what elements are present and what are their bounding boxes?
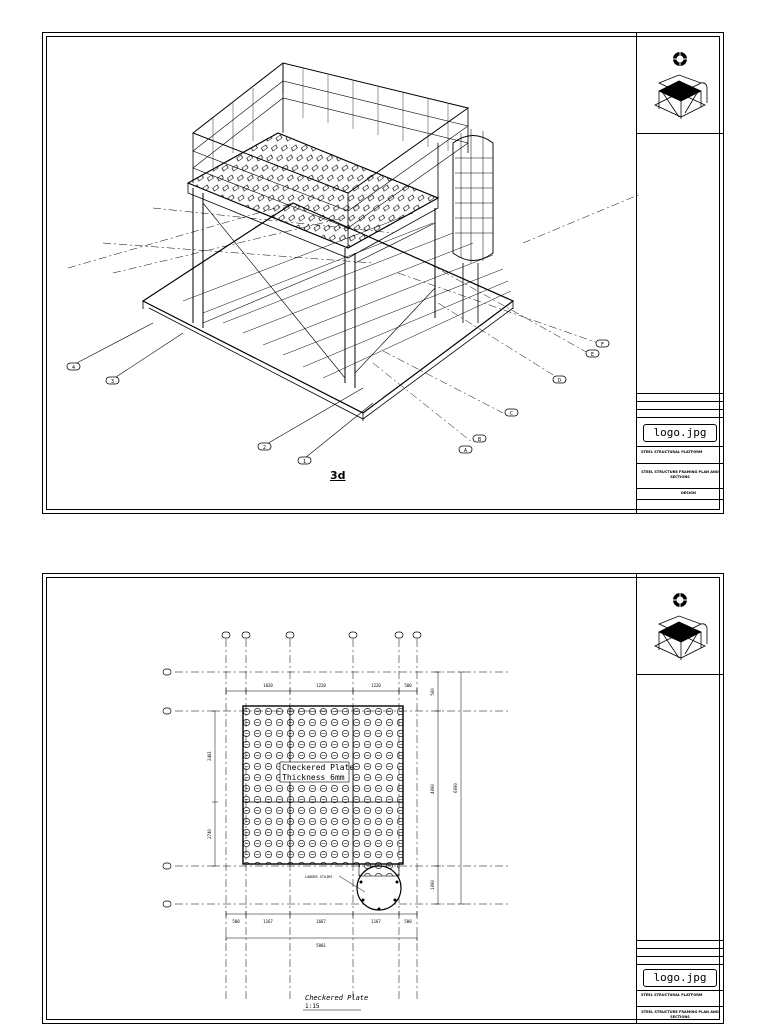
ladder-stairs-label: LADDER STAIRS bbox=[305, 875, 333, 879]
drawing-title: STEEL STRUCTURE FRAMING PLAN AND SECTIONS bbox=[641, 470, 719, 479]
dim-bottom-1: 500 bbox=[232, 919, 240, 924]
dim-bottom-5: 500 bbox=[404, 919, 412, 924]
dim-bottom-3: 1667 bbox=[316, 919, 326, 924]
general-notes bbox=[641, 139, 719, 389]
dim-top-2: 1220 bbox=[316, 683, 326, 688]
drawing-title: STEEL STRUCTURE FRAMING PLAN AND SECTIONS bbox=[641, 1010, 719, 1019]
company-seal-icon bbox=[670, 590, 690, 610]
dim-top-3: 1220 bbox=[371, 683, 381, 688]
title-block bbox=[636, 33, 723, 513]
plate-label: Checkered Plate bbox=[282, 763, 355, 772]
grid-tag-f: F bbox=[600, 342, 605, 348]
dim-total: 5001 bbox=[316, 943, 326, 948]
dim-right-1: 500 bbox=[430, 688, 435, 696]
title-block bbox=[636, 574, 723, 1023]
dim-right-4: 1000 bbox=[430, 880, 435, 890]
general-notes bbox=[641, 680, 719, 930]
drawing-sheet-3d bbox=[42, 32, 724, 514]
grid-tag-2: 2 bbox=[262, 445, 267, 451]
dim-left-1: 2401 bbox=[207, 751, 212, 761]
view-title-3d: 3d bbox=[330, 469, 346, 482]
company-seal-icon bbox=[670, 49, 690, 69]
dim-right-2: 4000 bbox=[430, 784, 435, 794]
grid-tag-d: D bbox=[557, 378, 562, 384]
project-title: STEEL STRUCTURAL PLATFORM bbox=[641, 450, 703, 454]
dim-top-1: 1020 bbox=[263, 683, 273, 688]
plate-thickness-label: Thickness 6mm bbox=[282, 773, 345, 782]
view-scale: 1:15 bbox=[305, 1003, 320, 1010]
view-title-plan: Checkered Plate bbox=[305, 994, 369, 1002]
revision-table bbox=[637, 393, 723, 394]
grid-tag-1: 1 bbox=[302, 459, 307, 465]
company-logo: logo.jpg bbox=[643, 969, 717, 987]
sheet-label: DESIGN bbox=[681, 491, 696, 495]
isometric-drawing bbox=[43, 33, 639, 515]
grid-tag-4: 4 bbox=[71, 365, 76, 371]
dim-bottom-4: 1167 bbox=[371, 919, 381, 924]
company-logo: logo.jpg bbox=[643, 424, 717, 442]
grid-tag-c: C bbox=[509, 411, 514, 417]
title-block-divider bbox=[637, 674, 723, 675]
grid-tag-a: A bbox=[463, 448, 468, 454]
title-block-divider bbox=[637, 133, 723, 134]
drawing-sheet-plan bbox=[42, 573, 724, 1024]
dim-left-2: 2740 bbox=[207, 829, 212, 839]
dim-right-3: 6000 bbox=[453, 783, 458, 793]
project-title: STEEL STRUCTURAL PLATFORM bbox=[641, 993, 703, 997]
platform-thumbnail-icon bbox=[651, 73, 709, 127]
revision-table bbox=[637, 940, 723, 941]
grid-tag-e: E bbox=[590, 352, 595, 358]
grid-tag-b: B bbox=[477, 437, 482, 443]
dim-bottom-2: 1167 bbox=[263, 919, 273, 924]
plan-drawing bbox=[43, 574, 639, 1025]
grid-tag-3: 3 bbox=[110, 379, 115, 385]
dim-top-4: 500 bbox=[404, 683, 412, 688]
platform-thumbnail-icon bbox=[651, 614, 709, 668]
